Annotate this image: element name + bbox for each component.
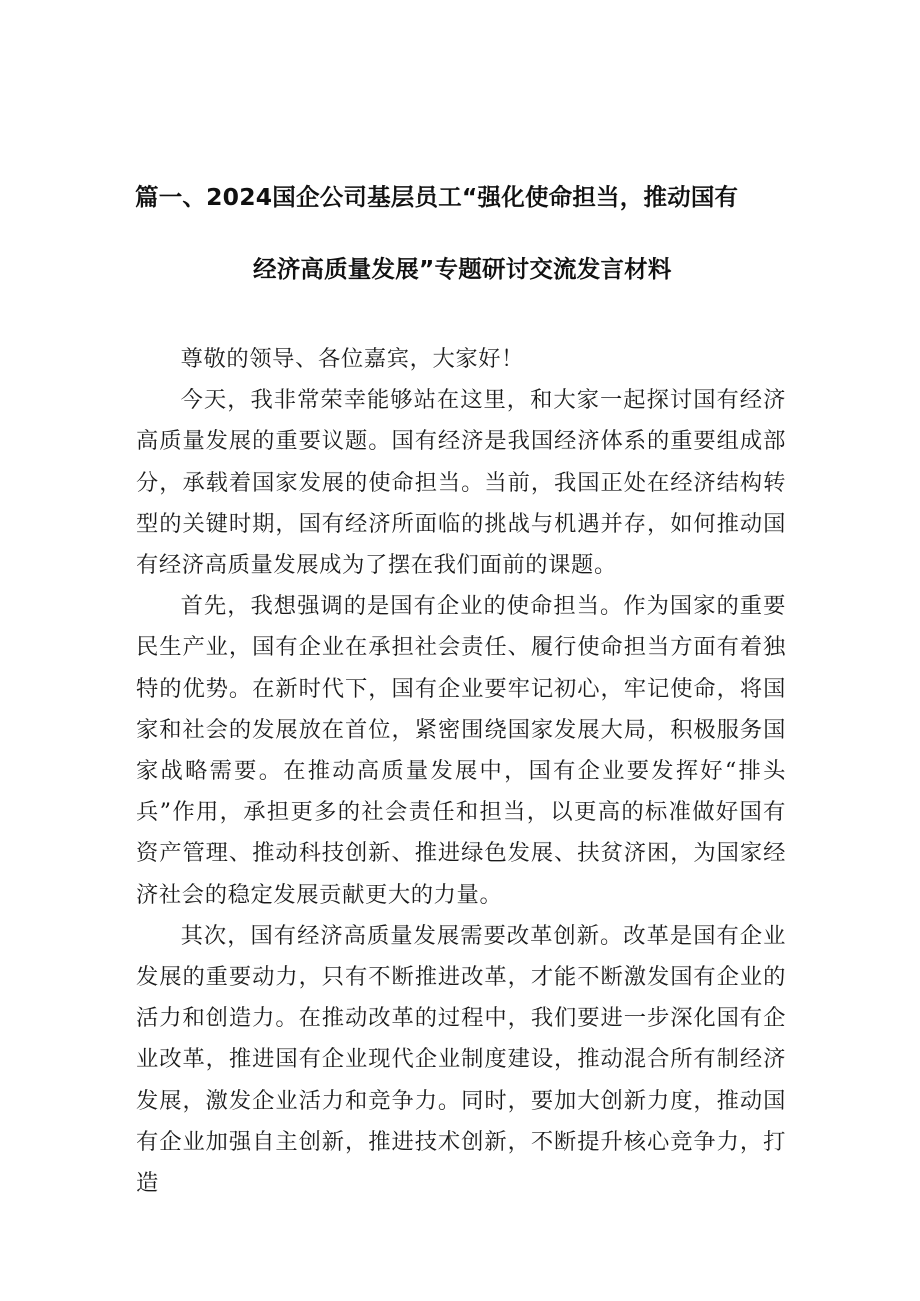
paragraph-reform: 其次，国有经济高质量发展需要改革创新。改革是国有企业发展的重要动力，只有不断推进改革，才能不断激发国有企业的活力和创造力。在推动改革的过程中，我们要进一步深化国有企业改革，推进国有企业现代企业制度建设，推动混合所有制经济发展，激发企业活力和竞争力。同时，要加大创新力度，推动国有企业加强自主创新，推进技术创新，不断提升核心竞争力，打造 — [136, 922, 786, 1197]
paragraph-mission: 首先，我想强调的是国有企业的使命担当。作为国家的重要民生产业，国有企业在承担社会责任、履行使命担当方面有着独特的优势。在新时代下，国有企业要牢记初心，牢记使命，将国家和社会的发展放在首位，紧密围绕国家发展大局，积极服务国家战略需要。在推动高质量发展中，国有企业要发挥好“排头兵”作用，承担更多的社会责任和担当，以更高的标准做好国有资产管理、推动科技创新、推进绿色发展、扶贫济困，为国家经济社会的稳定发展贡献更大的力量。 — [136, 593, 786, 908]
document-title-line-2: 经济高质量发展”专题研讨交流发言材料 — [253, 255, 672, 283]
paragraph-greeting: 尊敬的领导、各位嘉宾，大家好！ — [180, 346, 525, 372]
document-body — [136, 339, 786, 1204]
document-title-line-1: 篇一、2024国企公司基层员工“强化使命担当，推动国有 — [135, 183, 739, 211]
paragraph-introduction: 今天，我非常荣幸能够站在这里，和大家一起探讨国有经济高质量发展的重要议题。国有经济是我国经济体系的重要组成部分，承载着国家发展的使命担当。当前，我国正处在经济结构转型的关键时期，国有经济所面临的挑战与机遇并存，如何推动国有经济高质量发展成为了摆在我们面前的课题。 — [136, 387, 786, 579]
